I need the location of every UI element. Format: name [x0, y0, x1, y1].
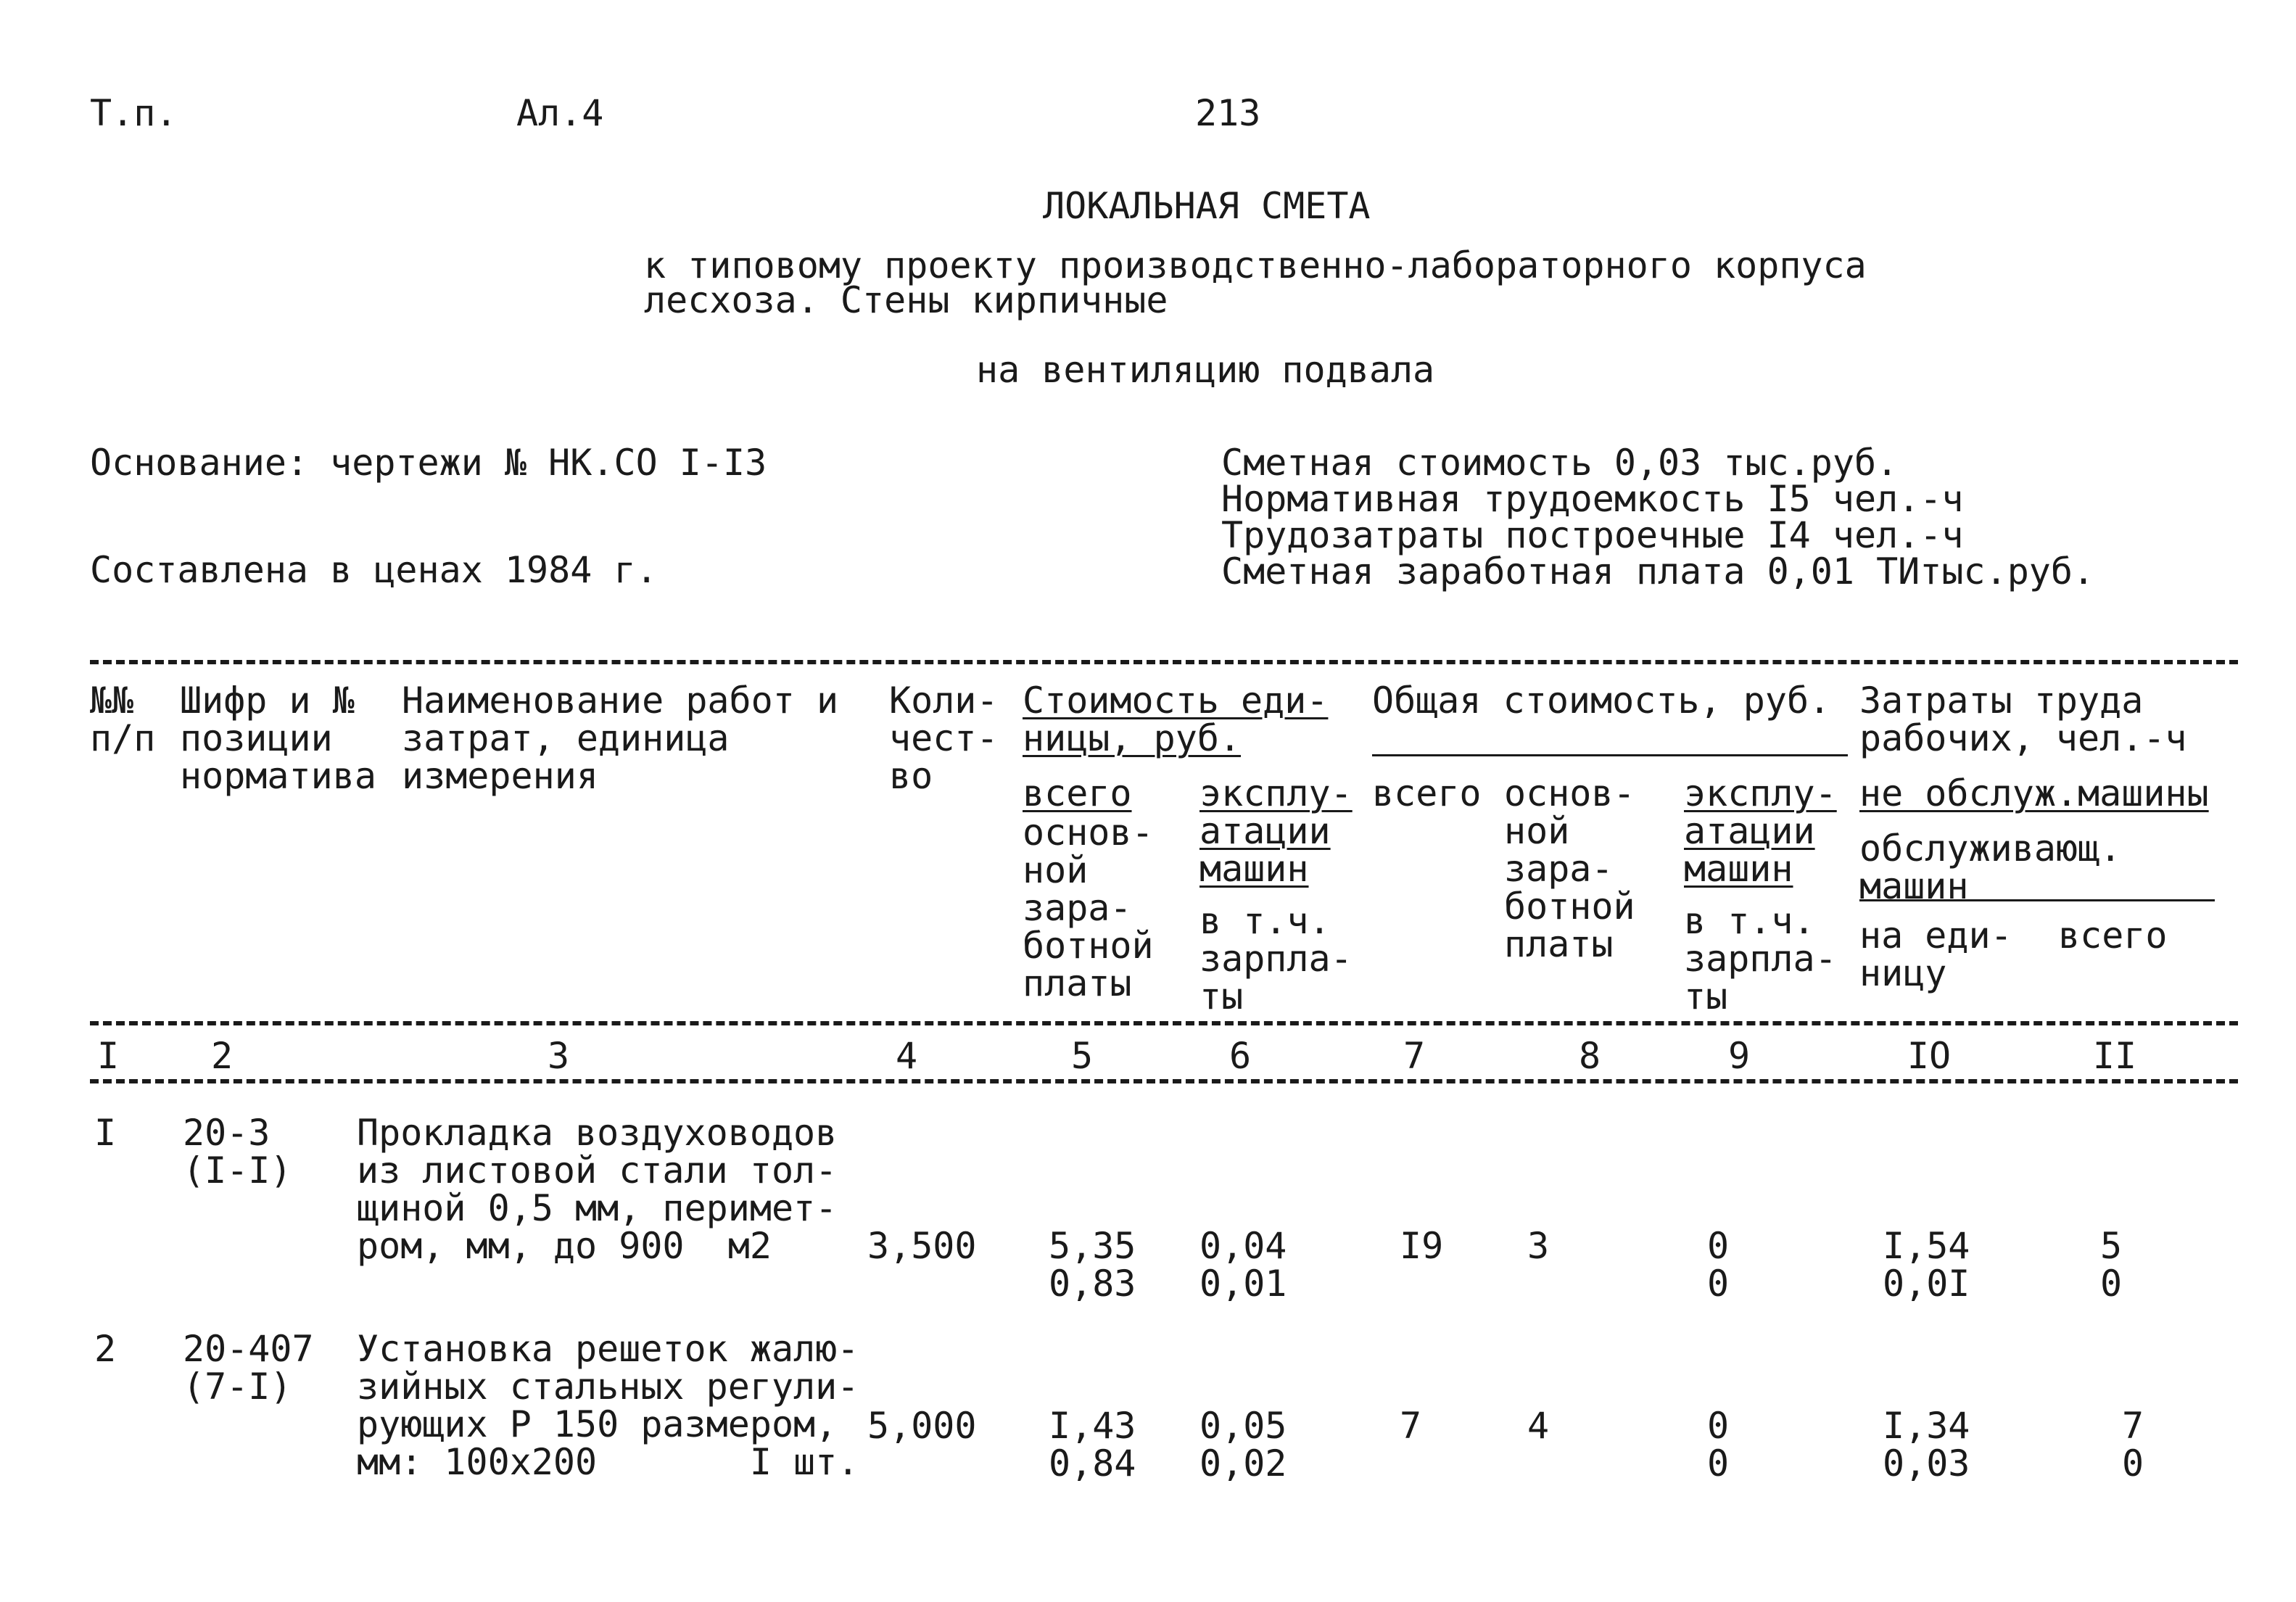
total-machine: 0 0 [1707, 1225, 1730, 1305]
labor-nonmachine-header: не обслуж.машины [1859, 772, 2209, 814]
table-header-rule [90, 1021, 2238, 1025]
labor-machine-header: обслуживающ. машин [1859, 827, 2122, 907]
basis-text: Основание: чертежи № НК.СО I-I3 [90, 442, 767, 484]
col10-per-unit-header: на еди- ницу [1859, 914, 2012, 994]
row-index: I [94, 1112, 117, 1154]
colnum-2: 2 [210, 1035, 234, 1077]
col9-machine-header: эксплу- атации машин [1684, 772, 1837, 890]
quantity: 3,500 [867, 1225, 977, 1267]
quantity: 5,000 [867, 1405, 977, 1447]
colnum-3: 3 [547, 1035, 570, 1077]
col6-machine-header: эксплу- атации машин [1199, 772, 1353, 890]
total-machine: 0 0 [1707, 1405, 1730, 1485]
estimated-cost: Сметная стоимость 0,03 тыс.руб. [1221, 442, 1899, 484]
labor-total: 7 0 [2122, 1405, 2144, 1485]
col5-total-header: всего [1023, 772, 1132, 814]
subtitle-line-1: к типовому проекту производственно-лабораторного корпуса [644, 244, 1867, 286]
colnum-5: 5 [1070, 1035, 1094, 1077]
colnum-6: 6 [1228, 1035, 1252, 1077]
row-index: 2 [94, 1328, 117, 1370]
norm-code: 20-3 (I-I) [183, 1112, 292, 1192]
col6-wage-header: в т.ч. зарпла- ты [1199, 900, 1353, 1017]
table-top-rule [90, 660, 2238, 664]
total-cost: I9 [1400, 1225, 1444, 1267]
colnum-10: IO [1907, 1035, 1952, 1077]
labor-header: Затраты труда рабочих, чел.-ч [1859, 680, 2187, 759]
page-number: 213 [1195, 92, 1261, 134]
col8-wage-header: основ- ной зара- ботной платы [1504, 772, 1635, 965]
colnum-4: 4 [895, 1035, 918, 1077]
total-cost: 7 [1400, 1405, 1422, 1447]
unit-cost-machine: 0,05 0,02 [1199, 1405, 1287, 1485]
col-qty-header: Коли- чест- во [889, 680, 999, 797]
col-code-header: Шифр и № позиции норматива [180, 680, 376, 797]
unit-cost-total: I,43 0,84 [1049, 1405, 1136, 1485]
col-index-header: №№ п/п [90, 680, 156, 759]
price-level-text: Составлена в ценах 1984 г. [90, 549, 658, 591]
document-title: ЛОКАЛЬНАЯ СМЕТА [1043, 185, 1371, 227]
total-cost-header: Общая стоимость, руб. [1372, 680, 1831, 722]
colnum-7: 7 [1403, 1035, 1426, 1077]
labor-site: Трудозатраты построечные I4 чел.-ч [1221, 514, 1964, 556]
labor-per-unit: I,34 0,03 [1883, 1405, 1970, 1485]
work-description: Установка решеток жалю- зийных стальных регули- рующих Р 150 размером, мм: 100х200 I шт. [357, 1328, 859, 1483]
col9-wage-header: в т.ч. зарпла- ты [1684, 900, 1837, 1017]
unit-cost-header: Стоимость еди- ницы, руб. [1023, 680, 1329, 759]
colnum-1: I [96, 1035, 120, 1077]
subtitle-line-3: на вентиляцию подвала [976, 349, 1435, 391]
col5-wage-header: основ- ной зара- ботной платы [1023, 812, 1154, 1004]
labor-norm: Нормативная трудоемкость I5 чел.-ч [1221, 478, 1964, 520]
col7-total-header: всего [1372, 772, 1482, 814]
doc-ref: Т.п. [90, 92, 178, 134]
total-cost-underline [1372, 754, 1848, 756]
labor-per-unit: I,54 0,0I [1883, 1225, 1970, 1305]
labor-total: 5 0 [2100, 1225, 2123, 1305]
col11-total-header: всего [2058, 914, 2168, 957]
unit-cost-machine: 0,04 0,01 [1199, 1225, 1287, 1305]
total-wage: 4 [1527, 1405, 1550, 1447]
work-description: Прокладка воздуховодов из листовой стали тол- щиной 0,5 мм, перимет- ром, мм, до 900 м2 [357, 1112, 838, 1267]
unit-cost-total: 5,35 0,83 [1049, 1225, 1136, 1305]
norm-code: 20-407 (7-I) [183, 1328, 314, 1408]
album-number: Ал.4 [516, 92, 604, 134]
subtitle-line-2: лесхоза. Стены кирпичные [644, 279, 1168, 321]
colnum-9: 9 [1727, 1035, 1751, 1077]
colnum-8: 8 [1578, 1035, 1601, 1077]
colnum-rule [90, 1079, 2238, 1083]
estimated-wage: Сметная заработная плата 0,01 ТИтыс.руб. [1221, 550, 2095, 593]
col-name-header: Наименование работ и затрат, единица измерения [402, 680, 839, 797]
total-wage: 3 [1527, 1225, 1550, 1267]
colnum-11: II [2092, 1035, 2137, 1077]
